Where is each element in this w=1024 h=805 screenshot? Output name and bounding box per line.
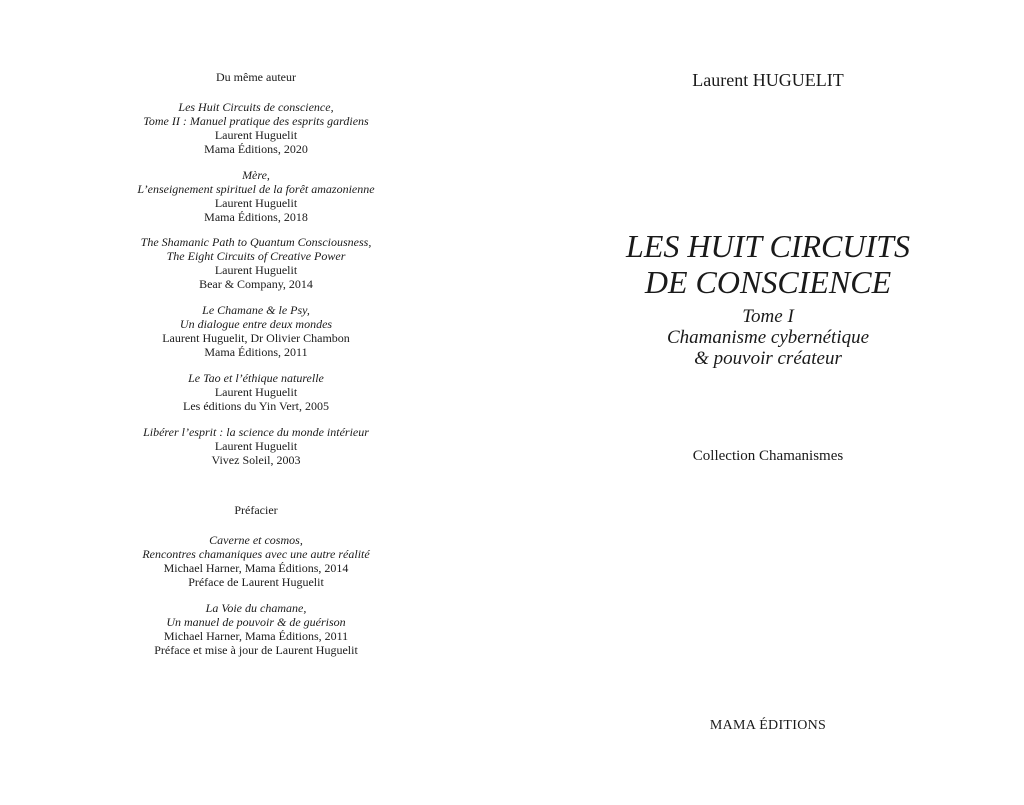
- book-title-line: Rencontres chamaniques avec une autre réalité: [142, 547, 370, 561]
- book-title-line: Caverne et cosmos,: [209, 533, 303, 547]
- book-title-line: The Eight Circuits of Creative Power: [166, 249, 346, 263]
- bibliography-entry: [0, 303, 512, 359]
- book-publisher: Les éditions du Yin Vert, 2005: [183, 399, 329, 413]
- preface-note: Préface de Laurent Huguelit: [188, 575, 324, 589]
- preface-entry: [0, 601, 512, 657]
- book-title-line: Tome II : Manuel pratique des esprits gardiens: [143, 114, 369, 128]
- book-title-line-2: DE CONSCIENCE: [644, 264, 892, 300]
- book-author: Laurent Huguelit: [214, 439, 298, 453]
- book-publisher: Mama Éditions, 2011: [204, 345, 308, 359]
- book-author: Michael Harner, Mama Éditions, 2011: [163, 629, 349, 643]
- book-publisher: Bear & Company, 2014: [199, 277, 313, 291]
- book-title-line: La Voie du chamane,: [205, 601, 307, 615]
- book-author: Laurent Huguelit: [214, 385, 298, 399]
- book-title-line: Un dialogue entre deux mondes: [179, 317, 333, 331]
- book-publisher: Mama Éditions, 2018: [204, 210, 308, 224]
- author-name: Laurent HUGUELIT: [692, 70, 844, 90]
- book-author: Laurent Huguelit, Dr Olivier Chambon: [162, 331, 350, 345]
- book-title-line: Les Huit Circuits de conscience,: [178, 100, 334, 114]
- book-title-line: Mère,: [242, 168, 270, 182]
- book-title-line: Un manuel de pouvoir & de guérison: [166, 615, 346, 629]
- title-page: [512, 0, 1024, 805]
- book-author: Laurent Huguelit: [214, 128, 298, 142]
- book-title-line: Le Chamane & le Psy,: [202, 303, 310, 317]
- bibliography-entry: [0, 100, 512, 156]
- subtitle-line: & pouvoir créateur: [694, 348, 842, 369]
- book-title-line: Le Tao et l’éthique naturelle: [188, 371, 324, 385]
- book-title-line: The Shamanic Path to Quantum Consciousness,: [140, 235, 372, 249]
- volume-label: Tome I: [742, 306, 794, 327]
- bibliography-entry: [0, 425, 512, 467]
- same-author-heading: Du même auteur: [216, 70, 296, 84]
- book-subtitle: [512, 306, 1024, 369]
- collection-name: Collection Chamanismes: [692, 448, 844, 464]
- subtitle-line: Chamanisme cybernétique: [666, 327, 870, 348]
- book-author: Michael Harner, Mama Éditions, 2014: [163, 561, 349, 575]
- publisher-name: MAMA ÉDITIONS: [709, 718, 827, 733]
- preface-note: Préface et mise à jour de Laurent Huguelit: [154, 643, 358, 657]
- preface-entry: [0, 533, 512, 589]
- book-title-line-1: LES HUIT CIRCUITS: [626, 228, 910, 264]
- book-title-line: Libérer l’esprit : la science du monde intérieur: [143, 425, 369, 439]
- book-author: Laurent Huguelit: [214, 263, 298, 277]
- bibliography-entry: [0, 371, 512, 413]
- book-publisher: Mama Éditions, 2020: [204, 142, 308, 156]
- prefacer-heading: Préfacier: [234, 503, 278, 517]
- bibliography-entry: [0, 168, 512, 224]
- bibliography-entry: [0, 235, 512, 291]
- book-publisher: Vivez Soleil, 2003: [211, 453, 301, 467]
- book-author: Laurent Huguelit: [214, 196, 298, 210]
- book-title-line: L’enseignement spirituel de la forêt amazonienne: [137, 182, 375, 196]
- book-title: [512, 228, 1024, 300]
